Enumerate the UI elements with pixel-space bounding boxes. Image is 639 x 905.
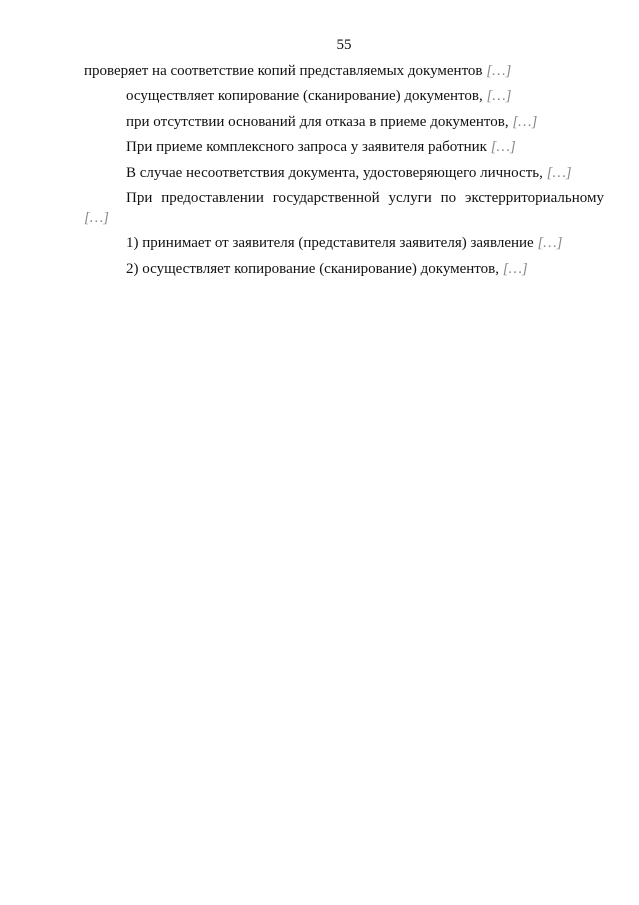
page-number: 55 [336, 37, 352, 53]
paragraph-lead: В случае несоответствия документа, удостоверяющего личность, [126, 164, 543, 181]
paragraph-placeholder: […] [502, 260, 528, 277]
paragraph-placeholder: […] [486, 62, 512, 79]
paragraph-lead: осуществляет копирование (сканирование) документов, [126, 88, 483, 104]
paragraph-placeholder: […] [546, 164, 572, 181]
paragraph-7 [84, 234, 604, 254]
paragraph-8 [84, 260, 604, 280]
paragraph-placeholder: […] [490, 139, 516, 155]
paragraph-placeholder: […] [537, 235, 563, 251]
paragraph-6 [84, 189, 604, 228]
paragraph-lead: при отсутствии оснований для отказа в приеме документов, [126, 113, 509, 130]
paragraph-lead: проверяет на соответствие копий представляемых документов [84, 62, 483, 79]
paragraph-4 [84, 138, 604, 158]
paragraph-lead: При приеме комплексного запроса у заявителя работник [126, 139, 487, 155]
paragraph-placeholder: […] [486, 88, 512, 104]
paragraph-3 [84, 113, 604, 133]
paragraph-2 [84, 87, 604, 107]
paragraph-placeholder: […] [84, 209, 110, 226]
paragraph-lead: 2) осуществляет копирование (сканирование) документов, [126, 260, 499, 277]
paragraph-5 [84, 164, 604, 184]
paragraph-lead: При предоставлении государственной услуги по экстерриториальному [126, 190, 604, 206]
document-page [84, 36, 604, 285]
paragraph-placeholder: […] [512, 113, 538, 130]
paragraph-1 [84, 62, 604, 82]
paragraph-lead: 1) принимает от заявителя (представителя заявителя) заявление [126, 235, 534, 251]
